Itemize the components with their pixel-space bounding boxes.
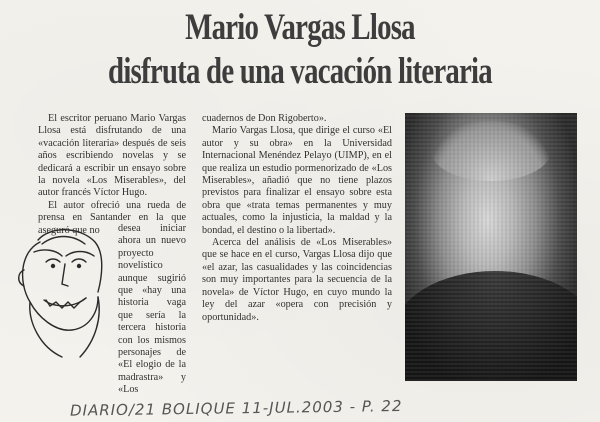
column1-paragraph-2-start: El autor ofreció una rueda de prensa en Santander en la que aseguró que no [38, 199, 186, 236]
photo-jacket [405, 271, 577, 381]
column2-paragraph-1: Mario Vargas Llosa, que dirige el curso «El autor y su obra» en la Universidad Internacional Menéndez Pelayo (UIMP), en el que realiza un estudio pormenorizado de «Los Miserables», añadió que no tiene plazos previstos para finalizar el ensayo sobre esta obra que «trata temas permanentes y muy actuales, como la injusticia, la maldad y la bondad, el destino o la libertad». [202, 125, 392, 236]
source-handwritten-note: DIARIO/21 BOLIQUE 11-JUL.2003 - P. 22 [69, 396, 403, 420]
headline-line-1: Mario Vargas Llosa [185, 7, 415, 48]
article-column-2 [202, 113, 392, 324]
caricature-illustration [10, 222, 115, 362]
column1-paragraph-1: El escritor peruano Mario Vargas Llosa está disfrutando de una «vacación literaria» después de seis años escribiendo novelas y se dedicará a escribir un ensayo sobre la novela «Los Miserables», del autor francés Víctor Hugo. [38, 113, 186, 199]
column1-narrow-text: desea iniciar ahora un nuevo proyecto novelístico aunque sugirió que «hay una historia vaga que sería la tercera historia con los mismos personajes de «El elogio de la madrastra» y «Los [118, 223, 186, 396]
column2-paragraph-0: cuadernos de Don Rigoberto». [202, 113, 327, 124]
column2-paragraph-2: Acerca del análisis de «Los Miserables» que se hace en el curso, Vargas Llosa dijo que «el azar, las casualidades y las coincidencias son muy importantes para la secuencia de la novela» de Víctor Hugo, en cuyo mundo la ley del azar «opera con precisión y oportunidad». [202, 237, 392, 323]
article-column-1 [38, 113, 186, 237]
photo-hair [431, 121, 551, 181]
author-photo [405, 113, 577, 381]
headline-line-2: disfruta de una vacación literaria [108, 51, 492, 92]
